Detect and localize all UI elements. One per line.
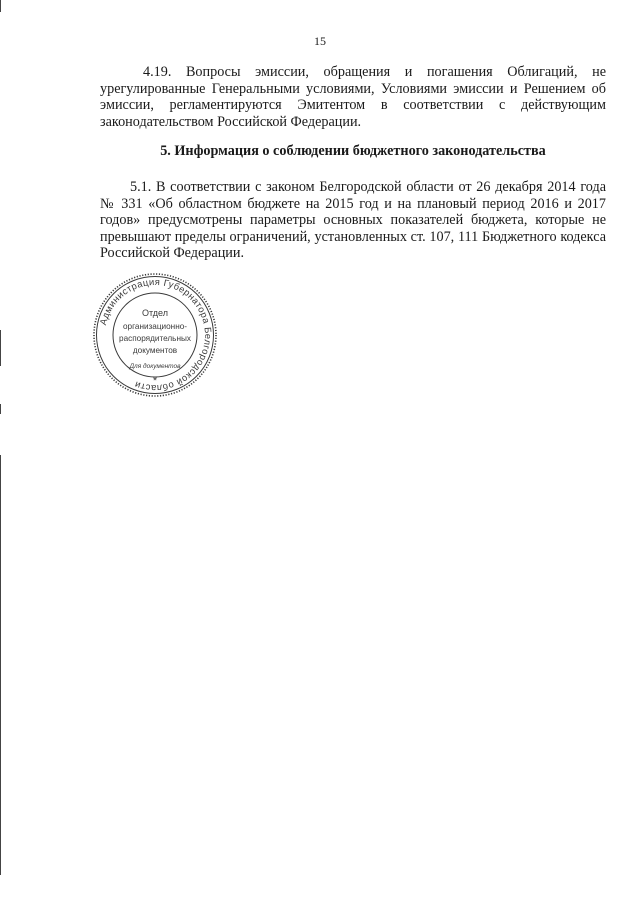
paragraph-5-1: 5.1. В соответствии с законом Белгородской области от 26 декабря 2014 года № 331 «Об областном бюджете на 2015 год и на плановый период 2016 и 2017 годов» предусмотрены параметры основных показателей бюджета, которые не превышают пределы ограничений, установленных ст. 107, 111 Бюджетного кодекса Российской Федерации. [100, 179, 606, 262]
margin-mark-small [0, 404, 1, 414]
page-number: 15 [314, 34, 326, 48]
margin-mark-bottom [0, 455, 1, 875]
margin-mark-top [0, 0, 1, 12]
stamp-center-line-4: документов [132, 346, 178, 355]
paragraph-4-19: 4.19. Вопросы эмиссии, обращения и погашения Облигаций, не урегулированные Генеральными условиями, Условиями эмиссии и Решением об эмиссии, регламентируются Эмитентом в соответствии с действующим законодательством Российской Федерации. [100, 64, 606, 130]
stamp-svg [92, 272, 218, 398]
official-stamp [92, 272, 218, 398]
stamp-center-line-3: распорядительных [119, 334, 191, 343]
stamp-center-line-2: организационно- [122, 322, 188, 331]
margin-mark-middle [0, 330, 1, 366]
stamp-ring-text: Администрация Губернатора Белгородской области [97, 275, 215, 395]
stamp-bottom-text: Для документов [129, 363, 181, 370]
stamp-star: * [152, 375, 158, 387]
stamp-center-line-1: Отдел [141, 308, 169, 318]
section-5-heading: 5. Информация о соблюдении бюджетного законодательства [160, 143, 546, 159]
